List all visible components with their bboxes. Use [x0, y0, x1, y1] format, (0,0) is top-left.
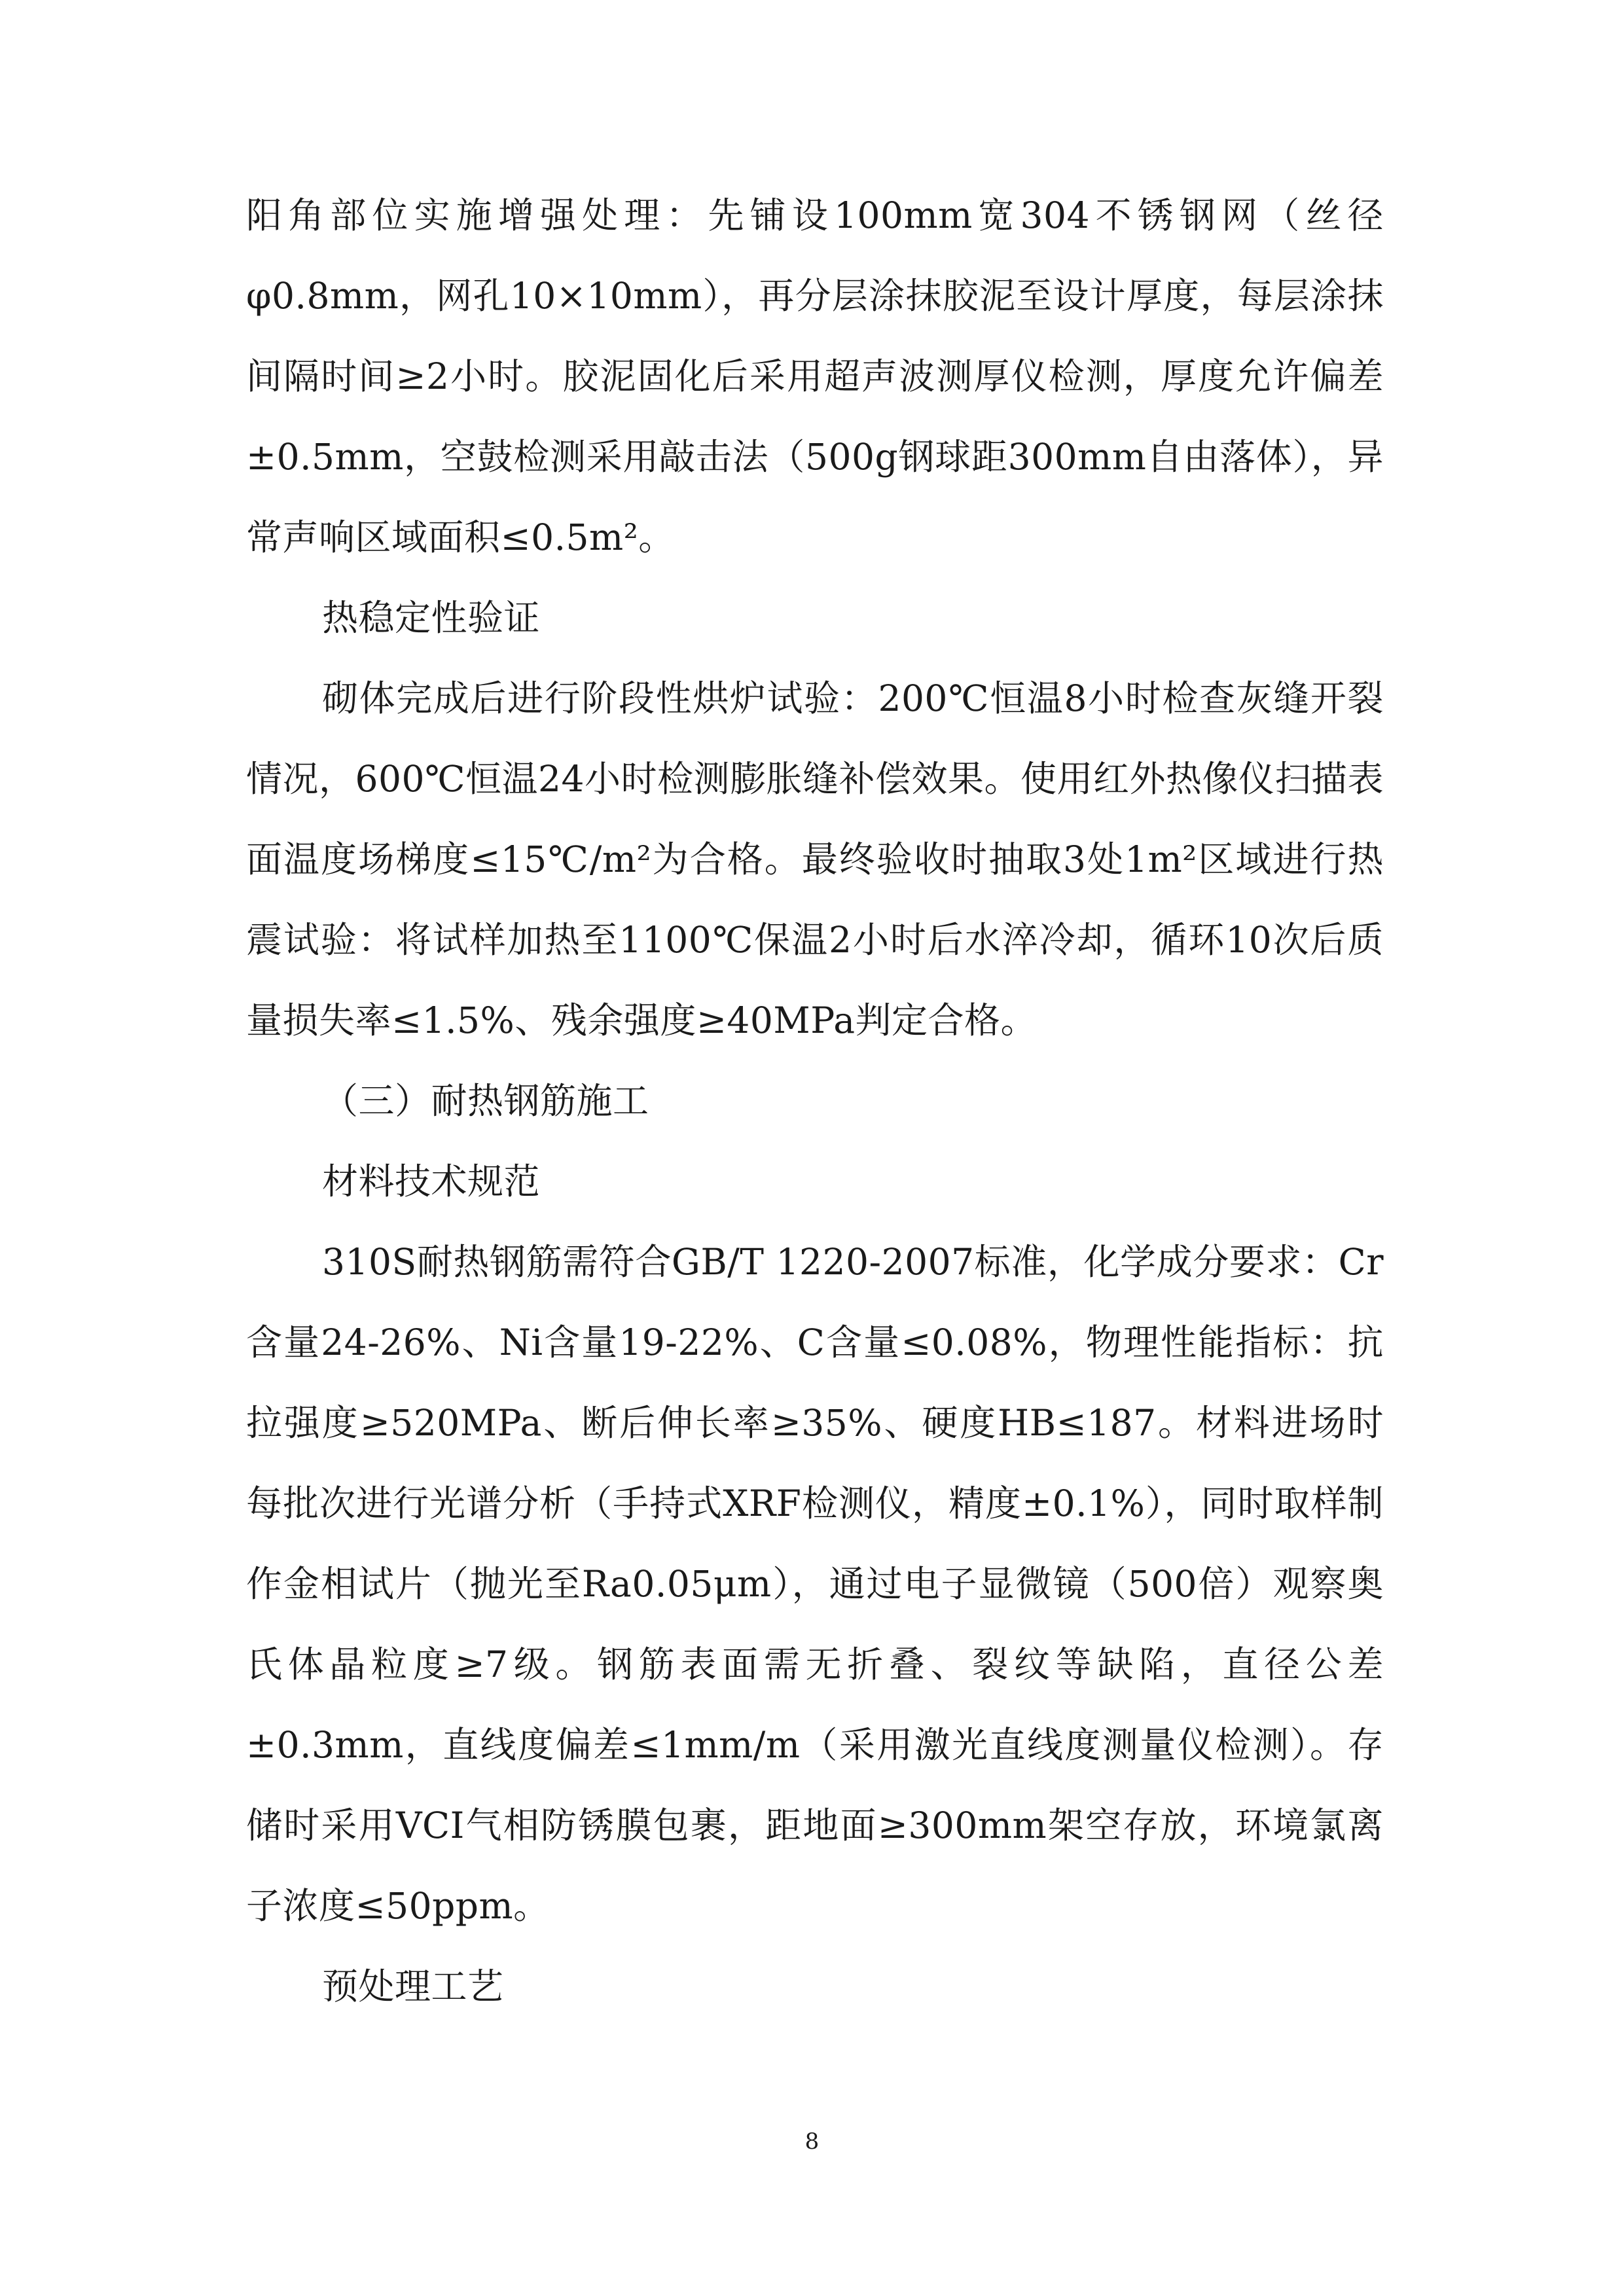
body-paragraph-continued: 阳角部位实施增强处理：先铺设100mm宽304不锈钢网（丝径φ0.8mm，网孔10×10mm），再分层涂抹胶泥至设计厚度，每层涂抹间隔时间≥2小时。胶泥固化后采用超声波测厚仪检测，厚度允许偏差±0.5mm，空鼓检测采用敲击法（500g钢球距300mm自由落体），异常声响区域面积≤0.5m²。 [246, 194, 1384, 558]
subheading-pretreatment: 预处理工艺 [322, 1965, 504, 2007]
subheading-material-spec: 材料技术规范 [322, 1160, 541, 1202]
document-page [246, 175, 1384, 2027]
subheading-thermal-stability: 热稳定性验证 [322, 597, 541, 639]
body-paragraph-thermal-test: 砌体完成后进行阶段性烘炉试验：200℃恒温8小时检查灰缝开裂情况，600℃恒温24小时检测膨胀缝补偿效果。使用红外热像仪扫描表面温度场梯度≤15℃/m²为合格。最终验收时抽取3处1m²区域进行热震试验：将试样加热至1100℃保温2小时后水淬冷却，循环10次后质量损失率≤1.5%、残余强度≥40MPa判定合格。 [246, 677, 1384, 1041]
body-paragraph-material-spec: 310S耐热钢筋需符合GB/T 1220-2007标准，化学成分要求：Cr含量24-26%、Ni含量19-22%、C含量≤0.08%，物理性能指标：抗拉强度≥520MPa、断后伸长率≥35%、硬度HB≤187。材料进场时每批次进行光谱分析（手持式XRF检测仪，精度±0.1%），同时取样制作金相试片（抛光至Ra0.05μm），通过电子显微镜（500倍）观察奥氏体晶粒度≥7级。钢筋表面需无折叠、裂纹等缺陷，直径公差±0.3mm，直线度偏差≤1mm/m（采用激光直线度测量仪检测）。存储时采用VCI气相防锈膜包裹，距地面≥300mm架空存放，环境氯离子浓度≤50ppm。 [246, 1241, 1384, 1927]
page-number: 8 [804, 2128, 820, 2155]
section-heading-heat-resistant-rebar: （三）耐热钢筋施工 [322, 1080, 649, 1122]
